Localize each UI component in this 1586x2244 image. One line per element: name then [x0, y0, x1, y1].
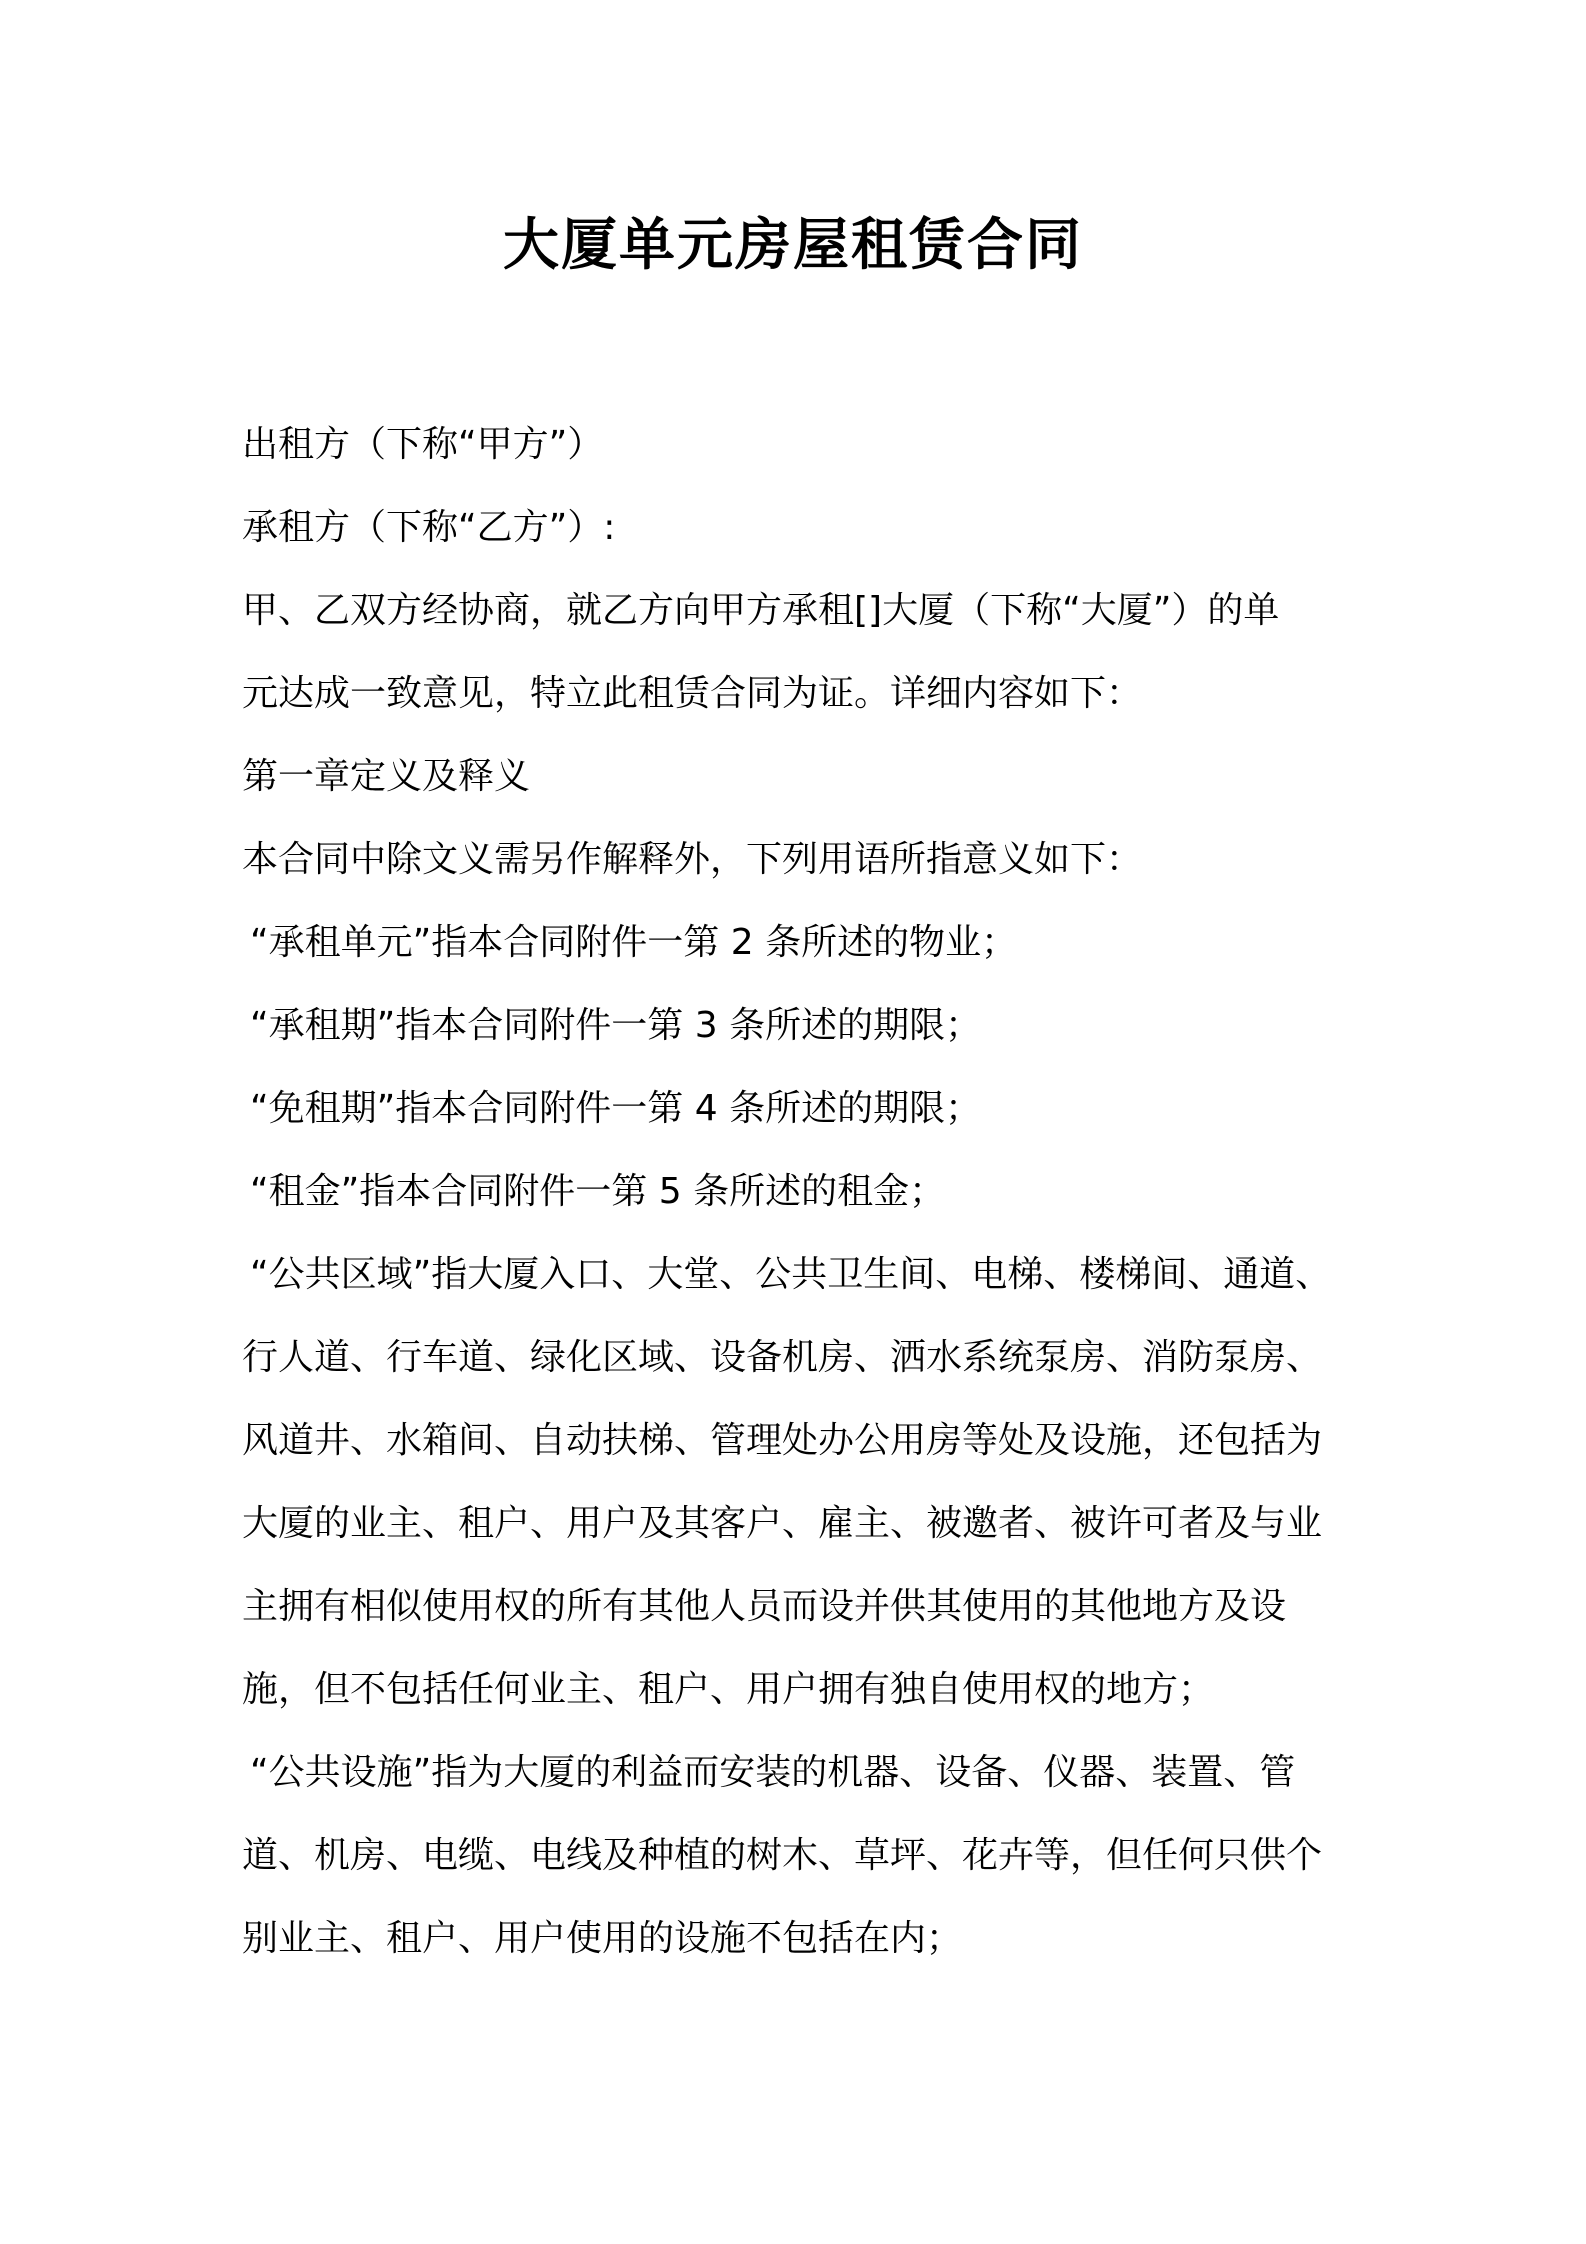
text-line: 道、机房、电缆、电线及种植的树木、草坪、花卉等，但任何只供个 — [242, 1835, 1323, 1876]
text-line: 承租方（下称“乙方”）: — [242, 507, 616, 548]
definition-line: “租金”指本合同附件一第 5 条所述的租金； — [250, 1171, 946, 1212]
definition-line: “免租期”指本合同附件一第 4 条所述的期限； — [250, 1088, 982, 1129]
text-line: 大厦的业主、租户、用户及其客户、雇主、被邀者、被许可者及与业 — [242, 1503, 1323, 1544]
document-title: 大厦单元房屋租赁合同 — [503, 213, 1083, 278]
text-line: 行人道、行车道、绿化区域、设备机房、洒水系统泵房、消防泵房、 — [242, 1337, 1323, 1378]
definition-line: “公共设施”指为大厦的利益而安装的机器、设备、仪器、装置、管 — [250, 1752, 1296, 1793]
definition-line: “承租期”指本合同附件一第 3 条所述的期限； — [250, 1005, 982, 1046]
text-line: 主拥有相似使用权的所有其他人员而设并供其使用的其他地方及设 — [242, 1586, 1287, 1627]
text-line: 别业主、租户、用户使用的设施不包括在内； — [242, 1918, 963, 1959]
text-line: 元达成一致意见，特立此租赁合同为证。详细内容如下： — [242, 673, 1143, 714]
section-heading: 第一章定义及释义 — [242, 756, 531, 797]
definition-line: “承租单元”指本合同附件一第 2 条所述的物业； — [250, 922, 1018, 963]
text-line: 风道井、水箱间、自动扶梯、管理处办公用房等处及设施，还包括为 — [242, 1420, 1323, 1461]
document-body — [242, 403, 1362, 1980]
text-line: 施，但不包括任何业主、租户、用户拥有独自使用权的地方； — [242, 1669, 1215, 1710]
text-line: 出租方（下称“甲方”） — [242, 424, 604, 465]
definition-line: “公共区域”指大厦入口、大堂、公共卫生间、电梯、楼梯间、通道、 — [250, 1254, 1332, 1295]
text-line: 甲、乙双方经协商，就乙方向甲方承租[]大厦（下称“大厦”）的单 — [242, 590, 1280, 631]
text-line: 本合同中除文义需另作解释外，下列用语所指意义如下： — [242, 839, 1143, 880]
